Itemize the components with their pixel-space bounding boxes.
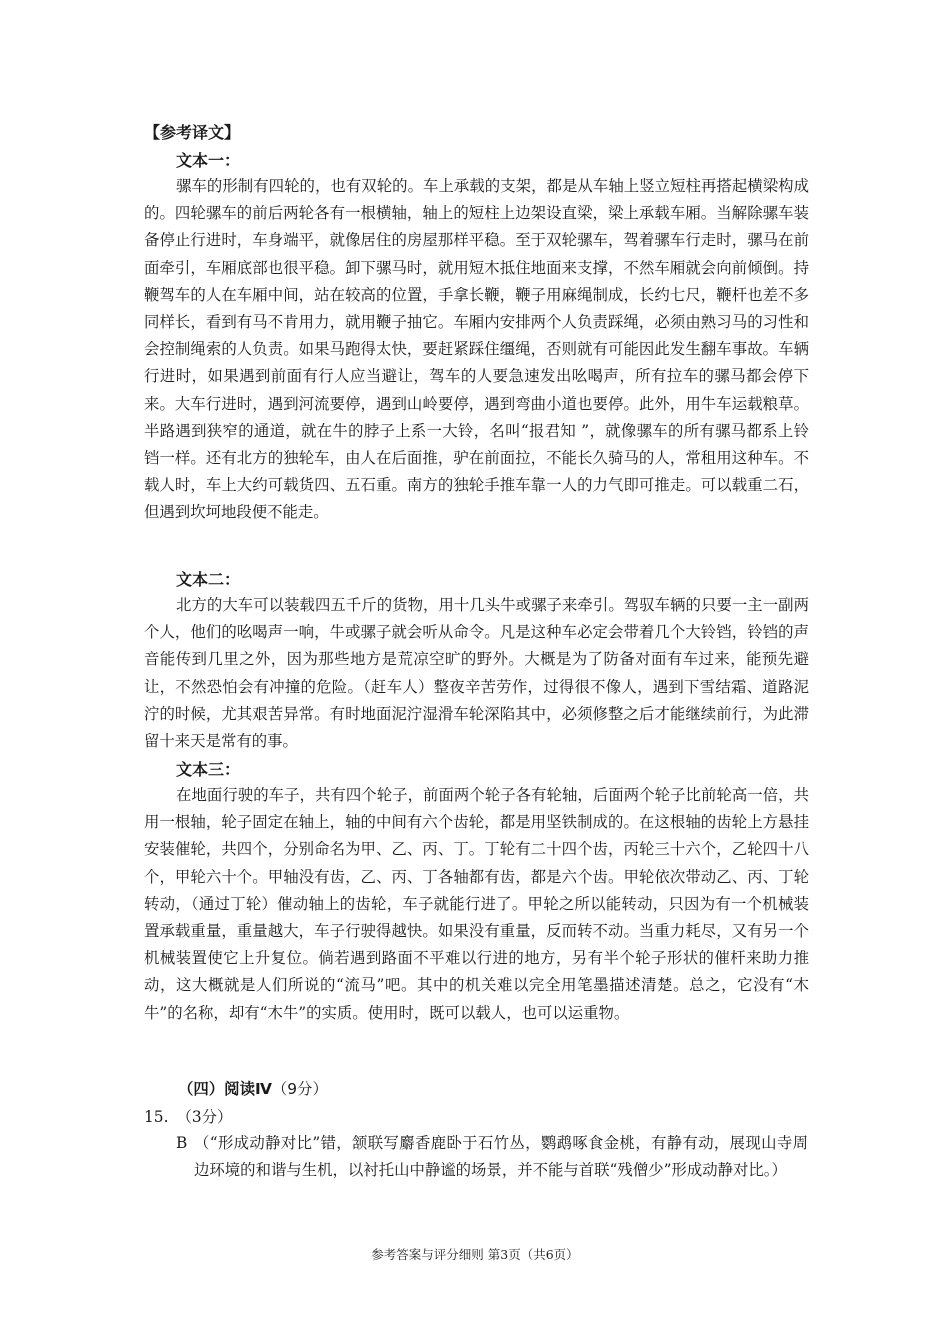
text3-title: 文本三：	[176, 760, 241, 779]
question-points: （3分）	[176, 1108, 233, 1126]
answer-explanation: （“形成动静对比”错，颔联写麝香鹿卧于石竹丛，鹦鹉啄食金桃，有静有动，展现山寺周边环境的和谐与生机，以衬托山中静谧的场景，并不能与首联“残僧少”形成动静对比。）	[194, 1134, 808, 1179]
page-footer: 参考答案与评分细则 第3页（共6页）	[371, 1247, 579, 1262]
text2-body: 北方的大车可以装载四五千斤的货物，用十几头牛或骡子来牵引。驾驭车辆的只要一主一副两个人，他们的吆喝声一响，牛或骡子就会听从命令。凡是这种车必定会带着几个大铃铛，铃铛的声音能传到几里之外，因为那些地方是荒凉空旷的野外。大概是为了防备对面有车过来，能预先避让，不然恐怕会有冲撞的危险。（赶车人）整夜辛苦劳作，过得很不像人，遇到下雪结霜、道路泥泞的时候，尤其艰苦异常。有时地面泥泞湿滑车轮深陷其中，必须修整之后才能继续前行，为此滞留十来天是常有的事。	[144, 596, 809, 751]
text1-title: 文本一：	[176, 151, 241, 170]
question-number-label: 15.	[144, 1108, 169, 1126]
text3-body: 在地面行驶的车子，共有四个轮子，前面两个轮子各有轮轴，后面两个轮子比前轮高一倍，共用一根轴，轮子固定在轴上，轴的中间有六个齿轮，都是用坚铁制成的。在这根轴的齿轮上方悬挂安装催轮，共四个，分别命名为甲、乙、丙、丁。丁轮有二十四个齿，丙轮三十六个，乙轮四十八个，甲轮六十个。甲轴没有齿，乙、丙、丁各轴都有齿，都是六个齿。甲轮依次带动乙、丙、丁轮转动，（通过丁轮）催动轴上的齿轮，车子就能行进了。甲轮之所以能转动，只因为有一个机械装置承载重量，重量越大，车子行驶得越快。如果没有重量，反而转不动。当重力耗尽，又有另一个机械装置使它上升复位。倘若遇到路面不平难以行进的地方，另有半个轮子形状的催杆来助力推动，这大概就是人们所说的“流马”吧。其中的机关难以完全用笔墨描述清楚。总之，它没有“木牛”的名称，却有“木牛”的实质。使用时，既可以载人，也可以运重物。	[144, 786, 809, 1022]
section-score: （9分）	[271, 1080, 328, 1098]
answer-block	[176, 1130, 808, 1184]
section-heading	[178, 1077, 328, 1099]
answer-letter: B	[176, 1134, 188, 1152]
section-title: （四）阅读Ⅳ	[178, 1080, 272, 1098]
translation-heading: 【参考译文】	[144, 123, 241, 142]
text1-body: 骡车的形制有四轮的，也有双轮的。车上承载的支架，都是从车轴上竖立短柱再搭起横梁构成的。四轮骡车的前后两轮各有一根横轴，轴上的短柱上边架设直梁，梁上承载车厢。当解除骡车装备停止行进时，车身端平，就像居住的房屋那样平稳。至于双轮骡车，驾着骡车行走时，骡马在前面牵引，车厢底部也很平稳。卸下骡马时，就用短木抵住地面来支撑，不然车厢就会向前倾倒。持鞭驾车的人在车厢中间，站在较高的位置，手拿长鞭，鞭子用麻绳制成，长约七尺，鞭杆也差不多同样长，看到有马不肯用力，就用鞭子抽它。车厢内安排两个人负责踩绳，必须由熟习马的习性和会控制绳索的人负责。如果马跑得太快，要赶紧踩住缰绳，否则就有可能因此发生翻车事故。车辆行进时，如果遇到前面有行人应当避让，驾车的人要急速发出吆喝声，所有拉车的骡马都会停下来。大车行进时，遇到河流要停，遇到山岭要停，遇到弯曲小道也要停。此外，用牛车运载粮草。半路遇到狭窄的通道，就在牛的脖子上系一大铃，名叫“报君知 ”，就像骡车的所有骡马都系上铃铛一样。还有北方的独轮车，由人在后面推，驴在前面拉，不能长久骑马的人，常租用这种车。不载人时，车上大约可载货四、五石重。南方的独轮手推车靠一人的力气即可推走。可以载重二石，但遇到坎坷地段便不能走。	[144, 177, 809, 522]
text2-title: 文本二：	[176, 570, 241, 589]
question-number	[144, 1105, 232, 1127]
